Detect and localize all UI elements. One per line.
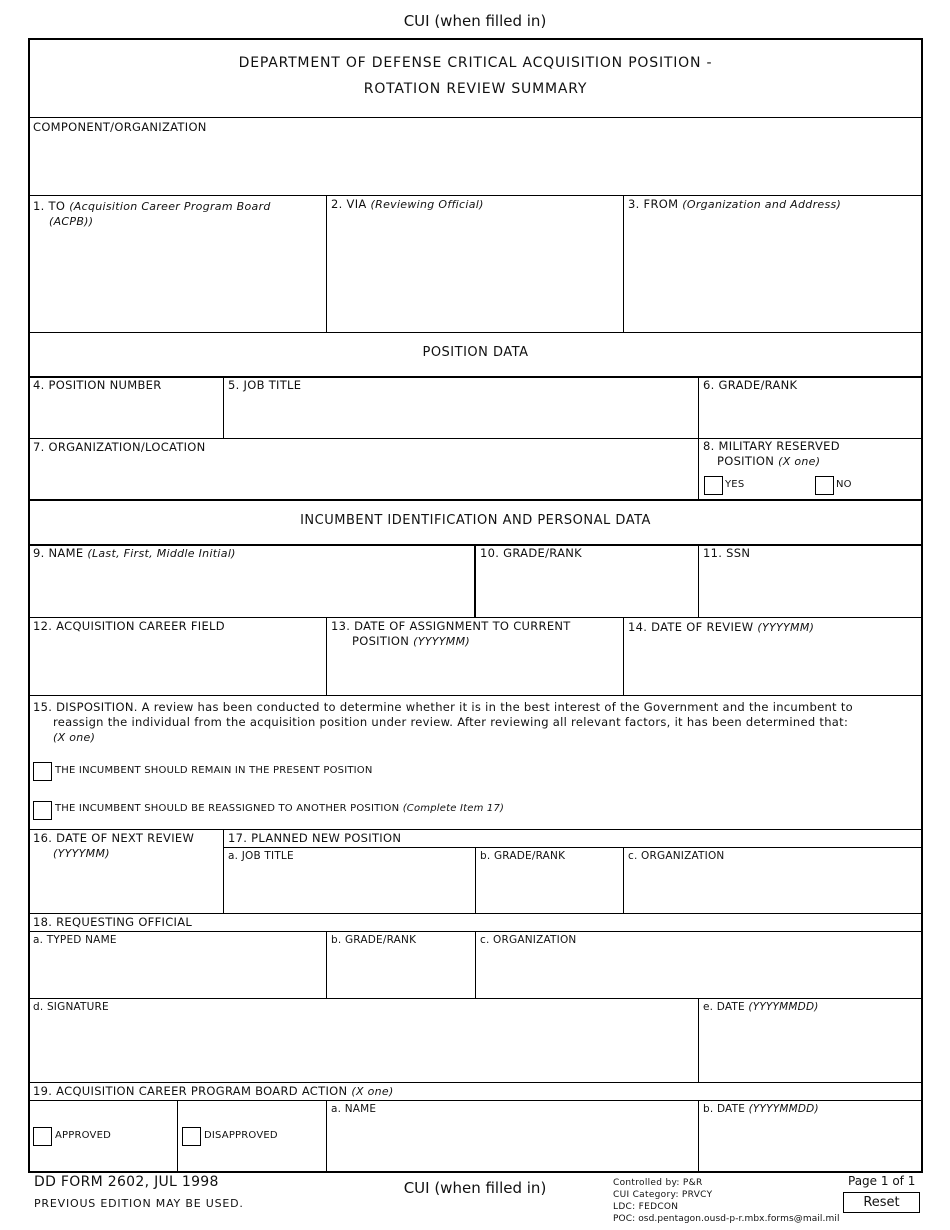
ldc: LDC: FEDCON bbox=[613, 1202, 679, 1212]
position-number-field[interactable] bbox=[30, 394, 222, 437]
board-action-label: 19. ACQUISITION CAREER PROGRAM BOARD ACTION (X one) bbox=[33, 1084, 394, 1098]
from-label: 3. FROM (Organization and Address) bbox=[628, 197, 842, 211]
grade-rank-label: 6. GRADE/RANK bbox=[703, 378, 798, 392]
form-number: DD FORM 2602, JUL 1998 bbox=[34, 1174, 219, 1190]
typed-name-field[interactable] bbox=[30, 948, 325, 997]
date-review-field[interactable] bbox=[625, 637, 921, 694]
form-title-line1: DEPARTMENT OF DEFENSE CRITICAL ACQUISITION POSITION - bbox=[238, 55, 713, 71]
official-organization-field[interactable] bbox=[477, 948, 921, 997]
planned-job-title-label: a. JOB TITLE bbox=[228, 850, 294, 862]
incumbent-grade-label: 10. GRADE/RANK bbox=[480, 546, 582, 560]
career-field-label: 12. ACQUISITION CAREER FIELD bbox=[33, 619, 225, 633]
to-field[interactable] bbox=[30, 232, 325, 331]
name-field[interactable] bbox=[30, 563, 473, 616]
approved-checkbox[interactable] bbox=[33, 1127, 52, 1146]
incumbent-grade-field[interactable] bbox=[477, 563, 697, 616]
typed-name-label: a. TYPED NAME bbox=[33, 934, 117, 946]
page-number: Page 1 of 1 bbox=[848, 1174, 916, 1188]
planned-position-label: 17. PLANNED NEW POSITION bbox=[228, 831, 402, 845]
military-reserved-label-cont: POSITION (X one) bbox=[717, 454, 821, 468]
military-reserved-label: 8. MILITARY RESERVED bbox=[703, 439, 840, 453]
disposition-remain-checkbox[interactable] bbox=[33, 762, 52, 781]
via-field[interactable] bbox=[328, 215, 622, 331]
official-organization-label: c. ORGANIZATION bbox=[480, 934, 577, 946]
to-label: 1. TO (Acquisition Career Program Board bbox=[33, 199, 271, 213]
date-assignment-label: 13. DATE OF ASSIGNMENT TO CURRENT bbox=[331, 619, 571, 633]
career-field-field[interactable] bbox=[30, 636, 325, 694]
job-title-label: 5. JOB TITLE bbox=[228, 378, 302, 392]
planned-organization-label: c. ORGANIZATION bbox=[628, 850, 725, 862]
date-assignment-field[interactable] bbox=[328, 651, 622, 694]
poc: POC: osd.pentagon.ousd-p-r.mbx.forms@mail.mil bbox=[613, 1214, 840, 1224]
board-name-field[interactable] bbox=[328, 1117, 697, 1171]
incumbent-heading: INCUMBENT IDENTIFICATION AND PERSONAL DATA bbox=[300, 513, 651, 528]
requesting-official-label: 18. REQUESTING OFFICIAL bbox=[33, 915, 193, 929]
disapproved-label: DISAPPROVED bbox=[204, 1130, 278, 1141]
position-number-label: 4. POSITION NUMBER bbox=[33, 378, 162, 392]
disposition-remain-label: THE INCUMBENT SHOULD REMAIN IN THE PRESENT POSITION bbox=[55, 765, 373, 776]
planned-job-title-field[interactable] bbox=[225, 864, 474, 912]
disposition-text-line1: 15. DISPOSITION. A review has been conducted to determine whether it is in the best interest of the Government and the incumbent to bbox=[33, 700, 853, 714]
component-org-label: COMPONENT/ORGANIZATION bbox=[33, 120, 207, 134]
official-grade-field[interactable] bbox=[328, 948, 474, 997]
official-grade-label: b. GRADE/RANK bbox=[331, 934, 417, 946]
position-data-heading: POSITION DATA bbox=[422, 345, 529, 360]
planned-grade-field[interactable] bbox=[477, 864, 622, 912]
form-title-line2: ROTATION REVIEW SUMMARY bbox=[363, 81, 588, 97]
board-name-label: a. NAME bbox=[331, 1103, 377, 1115]
name-label: 9. NAME (Last, First, Middle Initial) bbox=[33, 546, 236, 560]
reset-button[interactable]: Reset bbox=[843, 1192, 920, 1213]
date-assignment-label-cont: POSITION (YYYYMM) bbox=[352, 634, 470, 648]
ssn-field[interactable] bbox=[700, 563, 921, 616]
approved-label: APPROVED bbox=[55, 1130, 112, 1141]
ssn-label: 11. SSN bbox=[703, 546, 751, 560]
controlled-by: Controlled by: P&R bbox=[613, 1178, 703, 1188]
job-title-field[interactable] bbox=[225, 394, 697, 437]
cui-marking-bottom: CUI (when filled in) bbox=[403, 1179, 547, 1197]
board-date-label: b. DATE (YYYYMMDD) bbox=[703, 1103, 819, 1115]
military-reserved-yes-checkbox[interactable] bbox=[704, 476, 723, 495]
disposition-hint: (X one) bbox=[53, 731, 96, 744]
cui-category: CUI Category: PRVCY bbox=[613, 1190, 713, 1200]
org-location-label: 7. ORGANIZATION/LOCATION bbox=[33, 440, 206, 454]
military-reserved-no-checkbox[interactable] bbox=[815, 476, 834, 495]
next-review-field[interactable] bbox=[30, 863, 222, 912]
signature-field[interactable] bbox=[30, 1015, 697, 1081]
official-date-label: e. DATE (YYYYMMDD) bbox=[703, 1001, 819, 1013]
disapproved-checkbox[interactable] bbox=[182, 1127, 201, 1146]
no-label: NO bbox=[836, 479, 852, 490]
previous-edition-note: PREVIOUS EDITION MAY BE USED. bbox=[34, 1197, 244, 1210]
grade-rank-field[interactable] bbox=[700, 394, 921, 437]
board-date-field[interactable] bbox=[700, 1117, 921, 1171]
disposition-text-line2: reassign the individual from the acquisition position under review. After reviewing all relevant factors, it has been determined that: bbox=[53, 715, 849, 729]
to-hint-cont: (ACPB)) bbox=[49, 215, 94, 228]
planned-grade-label: b. GRADE/RANK bbox=[480, 850, 566, 862]
next-review-hint: (YYYYMM) bbox=[53, 847, 110, 860]
component-org-field[interactable] bbox=[30, 136, 920, 194]
yes-label: YES bbox=[725, 479, 745, 490]
org-location-field[interactable] bbox=[30, 456, 697, 498]
disposition-reassign-label: THE INCUMBENT SHOULD BE REASSIGNED TO ANOTHER POSITION (Complete Item 17) bbox=[55, 803, 505, 814]
planned-organization-field[interactable] bbox=[625, 864, 921, 912]
date-review-label: 14. DATE OF REVIEW (YYYYMM) bbox=[628, 620, 815, 634]
cui-marking-top: CUI (when filled in) bbox=[403, 12, 547, 30]
via-label: 2. VIA (Reviewing Official) bbox=[331, 197, 484, 211]
signature-label: d. SIGNATURE bbox=[33, 1001, 109, 1013]
official-date-field[interactable] bbox=[700, 1015, 921, 1081]
disposition-reassign-checkbox[interactable] bbox=[33, 801, 52, 820]
next-review-label: 16. DATE OF NEXT REVIEW bbox=[33, 831, 195, 845]
from-field[interactable] bbox=[625, 215, 921, 331]
